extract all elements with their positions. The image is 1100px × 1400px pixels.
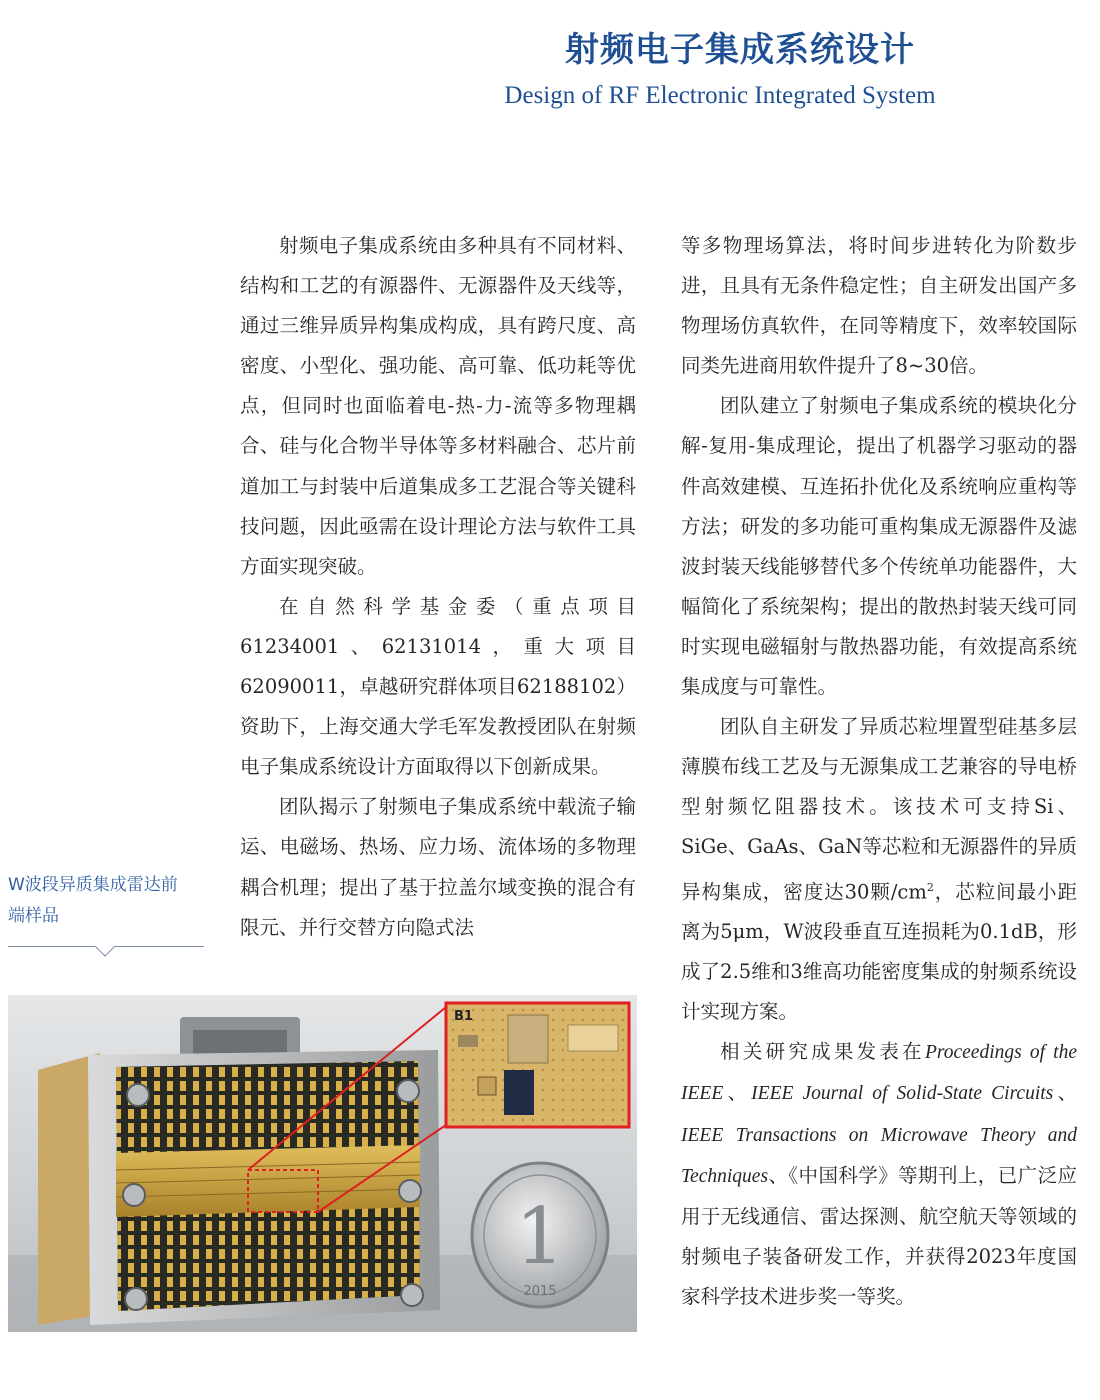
coin-numeral: 1 xyxy=(515,1192,565,1282)
pub-separator: 、 xyxy=(1053,1081,1077,1105)
pub-text-a: 相关研究成果发表在 xyxy=(720,1040,925,1064)
figure-caption xyxy=(8,870,208,932)
paragraph-publications xyxy=(681,1032,1077,1317)
process-text-a: 团队自主研发了异质芯粒埋置型硅基多层薄膜布线工艺及与无源集成工艺兼容的导电桥型射频忆阻器技术。该技术可支持Si、SiGe、GaAs、GaN等芯粒和无源器件的异质异构集成，密度达30颗/cm xyxy=(681,715,1077,903)
journal-tmtt: IEEE Transactions on Microwave Theory and Techniques xyxy=(681,1124,1077,1187)
paragraph-funding: 在自然科学基金委（重点项目61234001、62131014，重大项目62090011，卓越研究群体项目62188102）资助下，上海交通大学毛军发教授团队在射频电子集成系统设计方面取得以下创新成果。 xyxy=(240,594,636,779)
page-title: 射频电子集成系统设计 xyxy=(565,30,915,70)
right-text-column xyxy=(681,226,1077,1317)
paragraph-multiphysics-cont: 等多物理场算法，将时间步进转化为阶数步进，且具有无条件稳定性；自主研发出国产多物理场仿真软件，在同等精度下，效率较国际同类先进商用软件提升了8~30倍。 xyxy=(681,234,1077,378)
caption-pointer-icon xyxy=(95,946,115,960)
paragraph-intro: 射频电子集成系统由多种具有不同材料、结构和工艺的有源器件、无源器件及天线等，通过三维异质异构集成构成，具有跨尺度、高密度、小型化、强功能、高可靠、低功耗等优点，但同时也面临着电-热-力-流等多物理耦合、硅与化合物半导体等多材料融合、芯片前道加工与封装中后道集成多工艺混合等关键科技问题，因此亟需在设计理论方法与软件工具方面实现突破。 xyxy=(240,234,636,578)
page-subtitle: Design of RF Electronic Integrated System xyxy=(504,82,936,109)
paragraph-modular-theory: 团队建立了射频电子集成系统的模块化分解-复用-集成理论，提出了机器学习驱动的器件高效建模、互连拓扑优化及系统响应重构等方法；研发的多功能可重构集成无源器件及滤波封装天线能够替代多个传统单功能器件，大幅简化了系统架构；提出的散热封装天线可同时实现电磁辐射与散热器功能，有效提高系统集成度与可靠性。 xyxy=(681,394,1077,699)
pub-separator: 、 xyxy=(723,1081,752,1105)
coin-year: 2015 xyxy=(523,1284,557,1299)
pub-text-b: 、《中国科学》等期刊上，已广泛应用于无线通信、雷达探测、航空航天等领域的射频电子装备研发工作，并获得2023年度国家科学技术进步奖一等奖。 xyxy=(681,1163,1077,1308)
paragraph-process xyxy=(681,707,1077,1032)
inset-label: B1 xyxy=(454,1009,473,1024)
caption-line: W波段异质集成雷达前 xyxy=(8,875,178,895)
paragraph-multiphysics: 团队揭示了射频电子集成系统中载流子输运、电磁场、热场、应力场、流体场的多物理耦合机理；提出了基于拉盖尔域变换的混合有限元、并行交替方向隐式法 xyxy=(240,795,636,939)
radar-module-photo xyxy=(8,995,637,1332)
process-text-b: ，芯粒间最小距离为5μm，W波段垂直互连损耗为0.1dB，形成了2.5维和3维高功能密度集成的射频系统设计实现方案。 xyxy=(681,880,1077,1024)
left-text-column xyxy=(240,226,636,948)
caption-line: 端样品 xyxy=(8,906,59,926)
journal-proc-ieee: Proceedings of the IEEE xyxy=(681,1042,1077,1105)
superscript-2: 2 xyxy=(926,880,934,894)
journal-jssc: IEEE Journal of Solid-State Circuits xyxy=(751,1083,1054,1105)
